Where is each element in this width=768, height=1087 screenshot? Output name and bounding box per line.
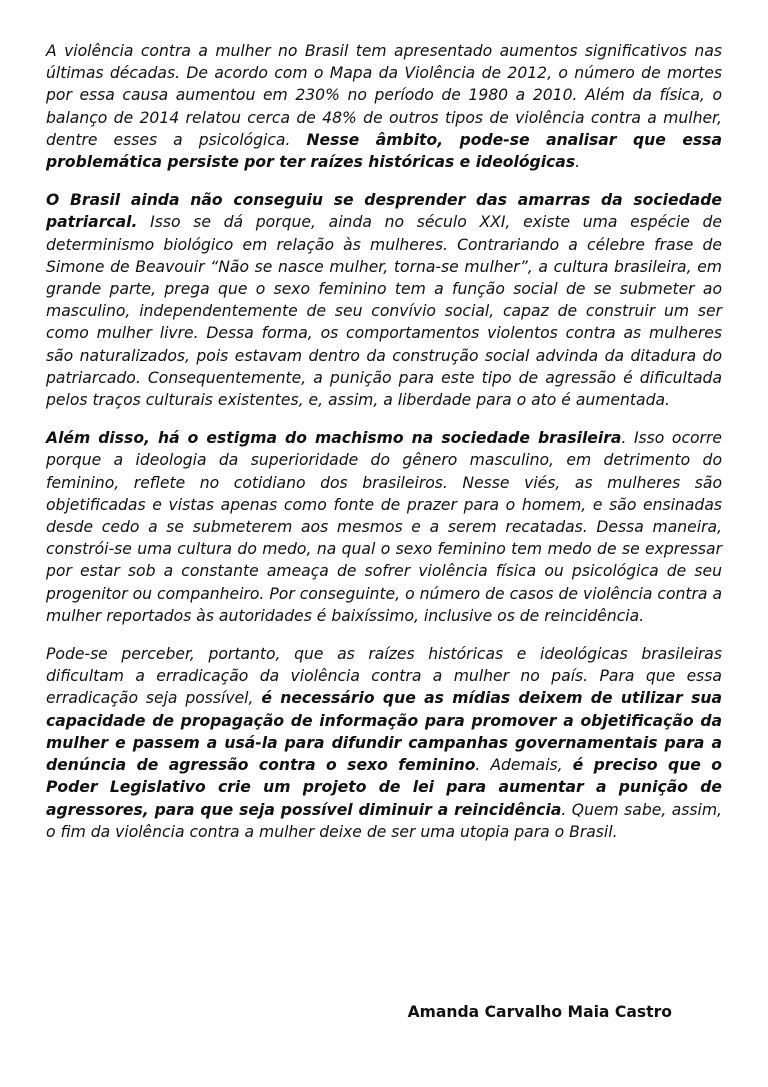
text-segment: . bbox=[575, 153, 581, 172]
text-segment: . Quem sabe, assim, o fim da violência contra a mulher deixe de ser uma utopia para o Brasil. bbox=[46, 800, 722, 841]
paragraph-conclusion bbox=[46, 643, 722, 843]
author-signature bbox=[0, 1003, 676, 1021]
paragraph-introduction bbox=[46, 40, 722, 173]
thesis-highlight: Nesse âmbito, pode-se analisar que essa problemática persiste por ter raízes históricas e ideológicas bbox=[46, 130, 722, 172]
author-name: Amanda Carvalho Maia Castro bbox=[407, 1003, 672, 1021]
paragraph-development-2 bbox=[46, 427, 722, 627]
proposal-highlight: é necessário que as mídias deixem de utilizar sua capacidade de propagação de informação para promover a objetificação da mulher e passem a usá-la para difundir campanhas governamentais para a denúncia de agressão contra o sexo feminino bbox=[46, 689, 722, 775]
text-segment: . Isso ocorre porque a ideologia da superioridade do gênero masculino, em detrimento do feminino, reflete no cotidiano dos brasileiros. Nesse viés, as mulheres são objetificadas e vistas apenas como fonte de prazer para o homem, e são ensinadas desde cedo a se submeterem aos mesmos e a serem recatadas. Dessa maneira, constrói-se uma cultura do medo, na qual o sexo feminino tem medo de se expressar por estar sob a constante ameaça de sofrer violência física ou psicológica de seu progenitor ou companheiro. Por conseguinte, o número de casos de violência contra a mulher reportados às autoridades é baixíssimo, inclusive os de reincidência. bbox=[46, 429, 722, 625]
text-segment: Isso se dá porque, ainda no século XXI, existe uma espécie de determinismo biológico em relação às mulheres. Contrariando a célebre frase de Simone de Beavouir “Não se nasce mulher, torna-se mulher”, a cultura brasileira, em grande parte, prega que o sexo feminino tem a função social de se submeter ao masculino, independentemente de seu convívio social, capaz de construir um ser como mulher livre. Dessa forma, os comportamentos violentos contra as mulheres são naturalizados, pois estavam dentro da construção social advinda da ditadura do patriarcado. Consequentemente, a punição para este tipo de agressão é dificultada pelos traços culturais existentes, e, assim, a liberdade para o ato é aumentada. bbox=[46, 213, 722, 410]
essay-body bbox=[46, 40, 722, 843]
topic-sentence: Além disso, há o estigma do machismo na sociedade brasileira bbox=[46, 429, 622, 448]
text-segment: A violência contra a mulher no Brasil tem apresentado aumentos significativos nas últimas décadas. De acordo com o Mapa da Violência de 2012, o número de mortes por essa causa aumentou em 230% no período de 1980 a 2010. Além da física, o balanço de 2014 relatou cerca de 48% de outros tipos de violência contra a mulher, dentre esses a psicológica. bbox=[46, 42, 722, 149]
text-segment: . Ademais, bbox=[475, 756, 573, 775]
topic-sentence: O Brasil ainda não conseguiu se desprender das amarras da sociedade patriarcal. bbox=[46, 191, 722, 232]
text-segment: Pode-se perceber, portanto, que as raízes históricas e ideológicas brasileiras dificultam a erradicação da violência contra a mulher no país. Para que essa erradicação seja possível, bbox=[46, 645, 722, 708]
proposal-highlight: é preciso que o Poder Legislativo crie um projeto de lei para aumentar a punição de agressores, para que seja possível diminuir a reincidência bbox=[46, 756, 722, 819]
paragraph-development-1 bbox=[46, 189, 722, 411]
